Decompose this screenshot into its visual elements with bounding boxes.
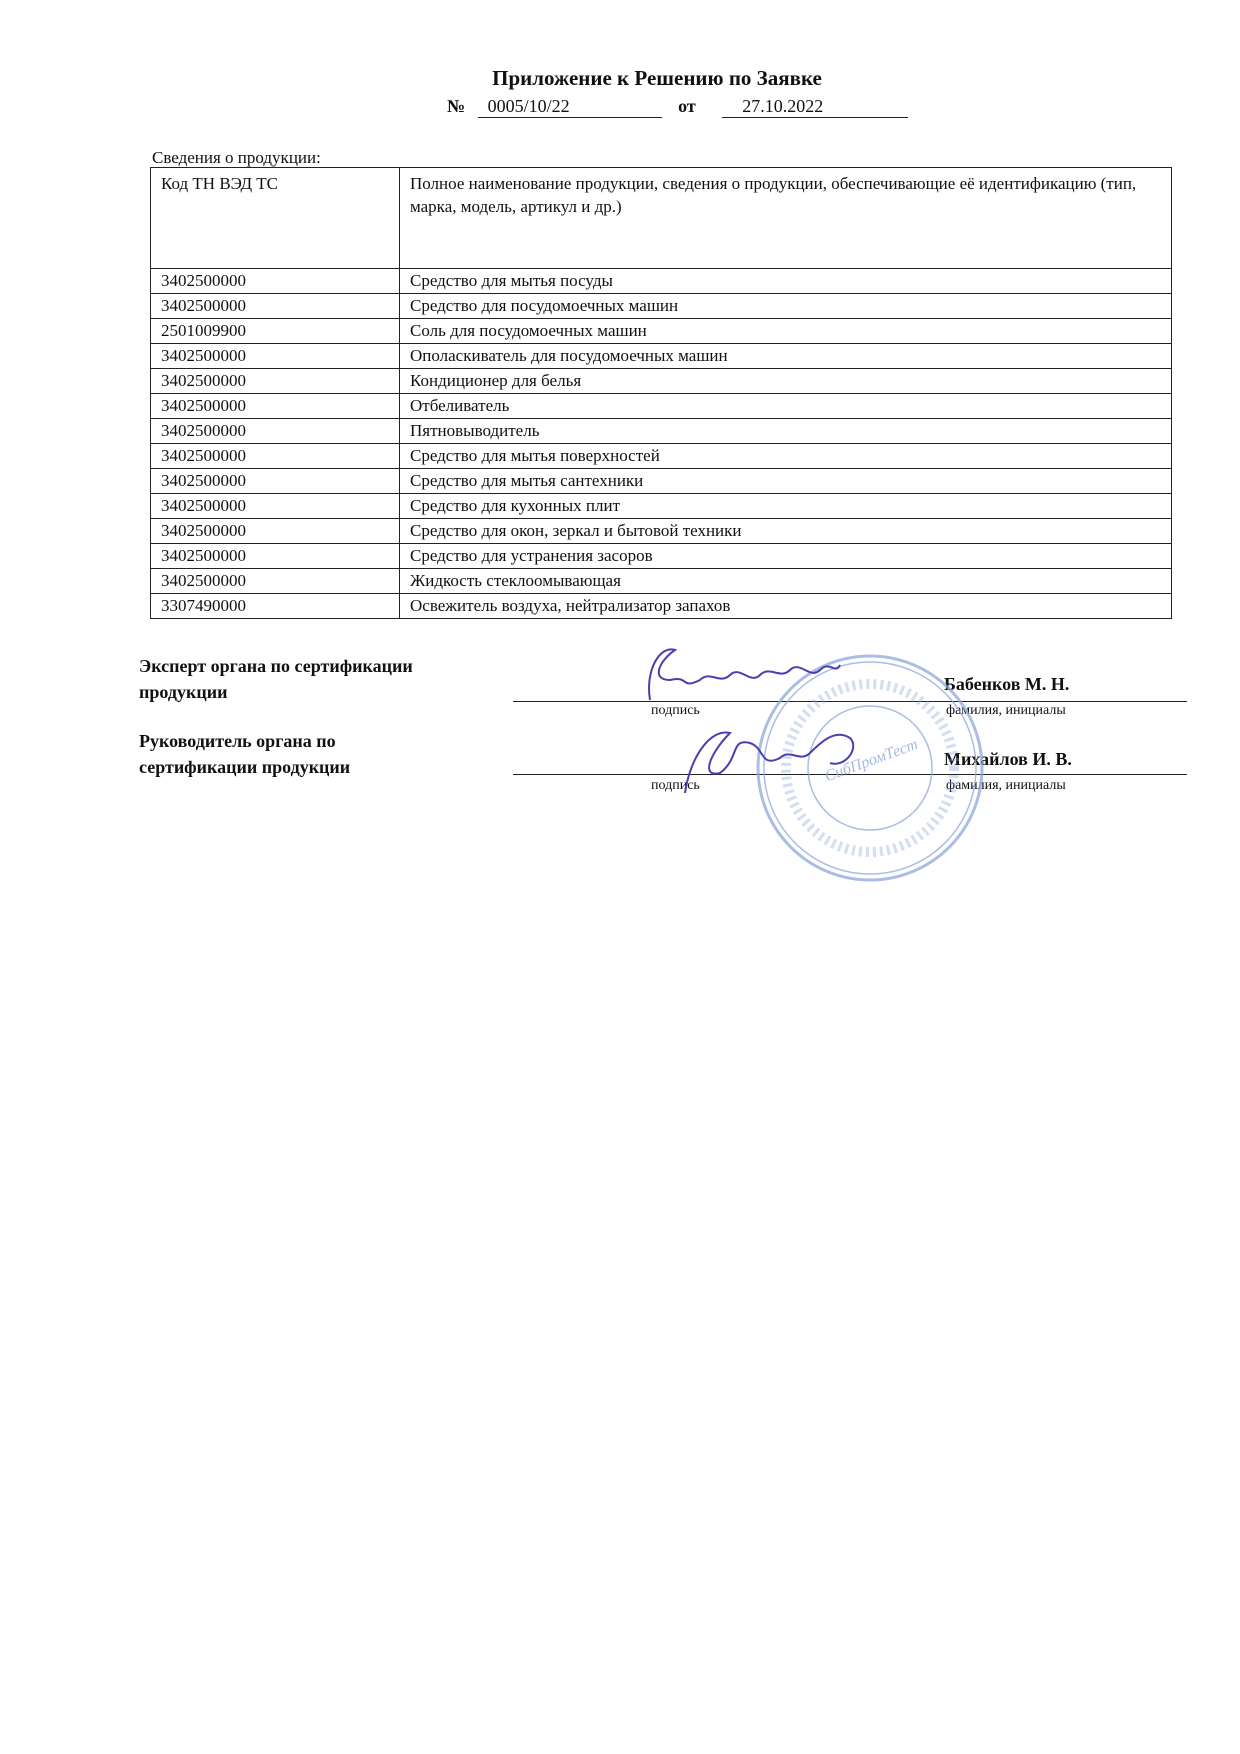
document-number-line	[447, 96, 908, 118]
table-row	[151, 519, 1172, 544]
product-code: 3402500000	[151, 394, 400, 419]
table-row	[151, 569, 1172, 594]
product-name: Соль для посудомоечных машин	[400, 319, 1172, 344]
product-name: Ополаскиватель для посудомоечных машин	[400, 344, 1172, 369]
head-signature	[670, 718, 880, 798]
document-date: 27.10.2022	[722, 96, 908, 118]
expert-name: Бабенков М. Н.	[944, 674, 1070, 694]
table-row	[151, 444, 1172, 469]
head-sign-caption: подпись	[651, 778, 700, 793]
product-code: 3402500000	[151, 419, 400, 444]
products-intro: Сведения о продукции:	[152, 148, 321, 167]
product-name: Жидкость стеклоомывающая	[400, 569, 1172, 594]
head-role-line2: сертификации продукции	[139, 757, 351, 777]
product-name: Средство для кухонных плит	[400, 494, 1172, 519]
expert-sign-caption: подпись	[651, 703, 700, 718]
head-name: Михайлов И. В.	[944, 749, 1072, 769]
product-name: Средство для мытья посуды	[400, 269, 1172, 294]
product-name: Отбеливатель	[400, 394, 1172, 419]
table-row	[151, 319, 1172, 344]
table-row	[151, 269, 1172, 294]
product-code: 3307490000	[151, 594, 400, 619]
date-label: от	[678, 96, 696, 116]
product-code: 3402500000	[151, 444, 400, 469]
table-row	[151, 344, 1172, 369]
product-code: 3402500000	[151, 344, 400, 369]
table-header-row	[151, 168, 1172, 269]
column-header-name: Полное наименование продукции, сведения о продукции, обеспечивающие её идентификацию (тип, марка, модель, артикул и др.)	[400, 168, 1172, 269]
table-row	[151, 369, 1172, 394]
table-row	[151, 419, 1172, 444]
product-name: Средство для мытья поверхностей	[400, 444, 1172, 469]
table-row	[151, 394, 1172, 419]
head-name-caption: фамилия, инициалы	[946, 778, 1066, 793]
product-code: 3402500000	[151, 494, 400, 519]
product-name: Средство для посудомоечных машин	[400, 294, 1172, 319]
product-code: 2501009900	[151, 319, 400, 344]
product-name: Средство для мытья сантехники	[400, 469, 1172, 494]
product-name: Кондиционер для белья	[400, 369, 1172, 394]
column-header-code: Код ТН ВЭД ТС	[151, 168, 400, 269]
product-code: 3402500000	[151, 544, 400, 569]
product-name: Освежитель воздуха, нейтрализатор запахов	[400, 594, 1172, 619]
product-code: 3402500000	[151, 294, 400, 319]
svg-text:СибПромТест: СибПромТест	[822, 735, 921, 786]
expert-role-line1: Эксперт органа по сертификации	[139, 656, 413, 676]
table-row	[151, 494, 1172, 519]
product-name: Пятновыводитель	[400, 419, 1172, 444]
head-role-line1: Руководитель органа по	[139, 731, 336, 751]
product-code: 3402500000	[151, 369, 400, 394]
expert-role-line2: продукции	[139, 682, 228, 702]
table-row	[151, 544, 1172, 569]
product-code: 3402500000	[151, 269, 400, 294]
expert-role	[139, 653, 413, 705]
table-row	[151, 469, 1172, 494]
product-code: 3402500000	[151, 569, 400, 594]
products-table	[150, 167, 1172, 619]
product-code: 3402500000	[151, 519, 400, 544]
product-name: Средство для устранения засоров	[400, 544, 1172, 569]
document-number: 0005/10/22	[478, 96, 662, 118]
product-code: 3402500000	[151, 469, 400, 494]
expert-signature	[630, 640, 860, 710]
head-role	[139, 728, 350, 780]
document-title: Приложение к Решению по Заявке	[492, 66, 822, 90]
table-row	[151, 594, 1172, 619]
product-name: Средство для окон, зеркал и бытовой техники	[400, 519, 1172, 544]
table-row	[151, 294, 1172, 319]
expert-name-caption: фамилия, инициалы	[946, 703, 1066, 718]
number-label: №	[447, 96, 466, 116]
